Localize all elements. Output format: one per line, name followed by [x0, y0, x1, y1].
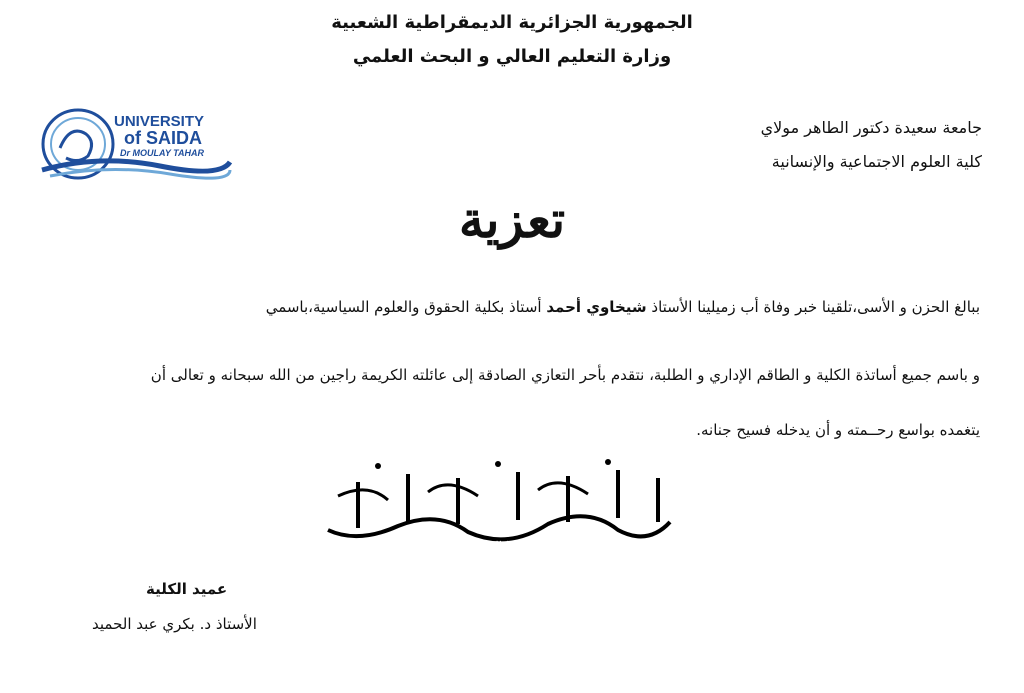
deceased-colleague-name: شيخاوي أحمد: [546, 298, 647, 316]
faculty-name: كلية العلوم الاجتماعية والإنسانية: [771, 152, 982, 171]
p1-after: أستاذ بكلية الحقوق والعلوم السياسية،باسمي: [265, 298, 547, 316]
condolence-calligraphy: [318, 452, 680, 552]
signature-name: الأستاذ د. بكري عبد الحميد: [92, 615, 257, 633]
body-paragraph-3: يتغمده بواسع رحــمته و أن يدخله فسيح جنانه.: [696, 421, 980, 439]
signature-title: عميد الكلية: [146, 580, 228, 598]
p1-before: ببالغ الحزن و الأسى،تلقينا خبر وفاة أب زميلينا الأستاذ: [646, 298, 980, 316]
body-paragraph-2: و باسم جميع أساتذة الكلية و الطاقم الإداري و الطلبة، نتقدم بأحر التعازي الصادقة إلى عائلته الكريمة راجين من الله سبحانه و تعالى أن: [150, 366, 980, 384]
republic-header: الجمهورية الجزائرية الديمقراطية الشعبية: [331, 12, 693, 33]
document-title: تعزية: [458, 190, 566, 249]
calligraphy-text: إنا لله وإنا إليه راجعون: [443, 539, 555, 552]
logo-line1: UNIVERSITY: [114, 113, 205, 130]
body-paragraph-1: [266, 298, 980, 316]
logo-line2: of SAIDA: [124, 128, 202, 148]
university-name: جامعة سعيدة دكتور الطاهر مولاي: [760, 118, 982, 137]
ministry-header: وزارة التعليم العالي و البحث العلمي: [352, 46, 672, 67]
university-logo: [40, 104, 234, 182]
logo-line3: Dr MOULAY TAHAR: [120, 148, 204, 158]
